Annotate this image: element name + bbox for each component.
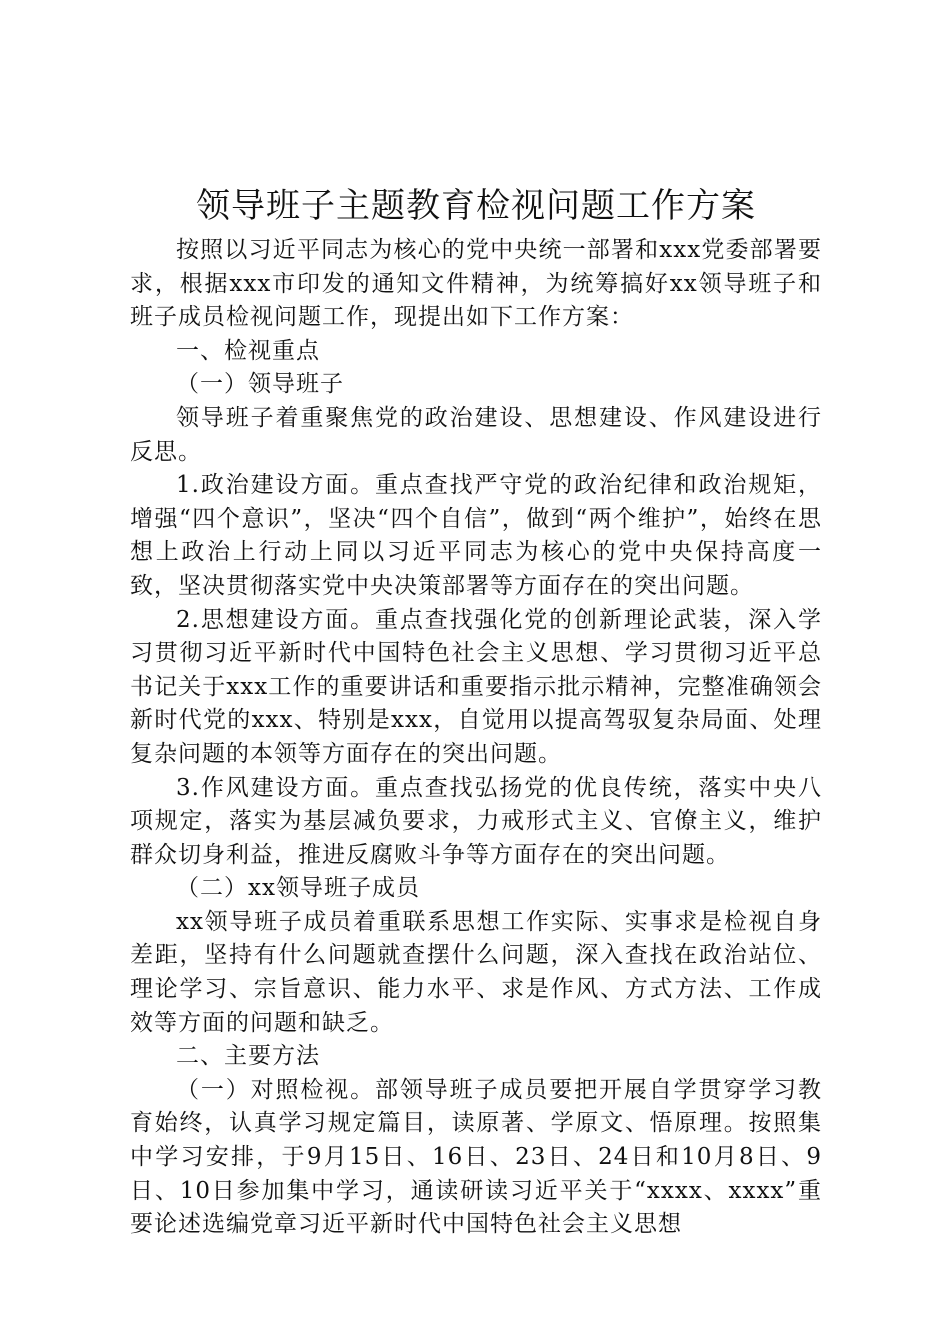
section-heading-inspection-focus: 一、检视重点 [176, 337, 320, 364]
style-building-paragraph: 3.作风建设方面。重点查找弘扬党的优良传统，落实中央八项规定，落实为基层减负要求，力戒形式主义、官僚主义，维护群众切身利益，推进反腐败斗争等方面存在的突出问题。 [130, 774, 822, 868]
document-body [130, 180, 822, 1242]
intro-paragraph: 按照以习近平同志为核心的党中央统一部署和xxx党委部署要求，根据xxx市印发的通知文件精神，为统筹搞好xx领导班子和班子成员检视问题工作，现提出如下工作方案： [130, 237, 822, 331]
leadership-team-paragraph: 领导班子着重聚焦党的政治建设、思想建设、作风建设进行反思。 [130, 404, 822, 465]
section-heading-main-methods: 二、主要方法 [176, 1043, 320, 1070]
ideological-building-paragraph: 2.思想建设方面。重点查找强化党的创新理论武装，深入学习贯彻习近平新时代中国特色社会主义思想、学习贯彻习近平总书记关于xxx工作的重要讲话和重要指示批示精神，完整准确领会新时代党的xxx、特别是xxx，自觉用以提高驾驭复杂局面、处理复杂问题的本领等方面存在的突出问题。 [130, 606, 822, 767]
self-review-paragraph: （一）对照检视。部领导班子成员要把开展自学贯穿学习教育始终，认真学习规定篇目，读原著、学原文、悟原理。按照集中学习安排，于9月15日、16日、23日、24日和10月8日、9日、10日参加集中学习，通读研读习近平关于“xxxx、xxxx”重要论述选编党章习近平新时代中国特色社会主义思想 [130, 1076, 822, 1238]
subsection-heading-team-members: （二）xx领导班子成员 [176, 875, 420, 902]
subsection-heading-leadership-team: （一）领导班子 [176, 371, 344, 398]
team-members-paragraph: xx领导班子成员着重联系思想工作实际、实事求是检视自身差距，坚持有什么问题就查摆什么问题，深入查找在政治站位、理论学习、宗旨意识、能力水平、求是作风、方式方法、工作成效等方面的问题和缺乏。 [130, 908, 822, 1036]
document-title: 领导班子主题教育检视问题工作方案 [196, 186, 756, 226]
political-building-paragraph: 1.政治建设方面。重点查找严守党的政治纪律和政治规矩，增强“四个意识”，坚决“四个自信”，做到“两个维护”，始终在思想上政治上行动上同以习近平同志为核心的党中央保持高度一致，坚决贯彻落实党中央决策部署等方面存在的突出问题。 [130, 472, 822, 599]
